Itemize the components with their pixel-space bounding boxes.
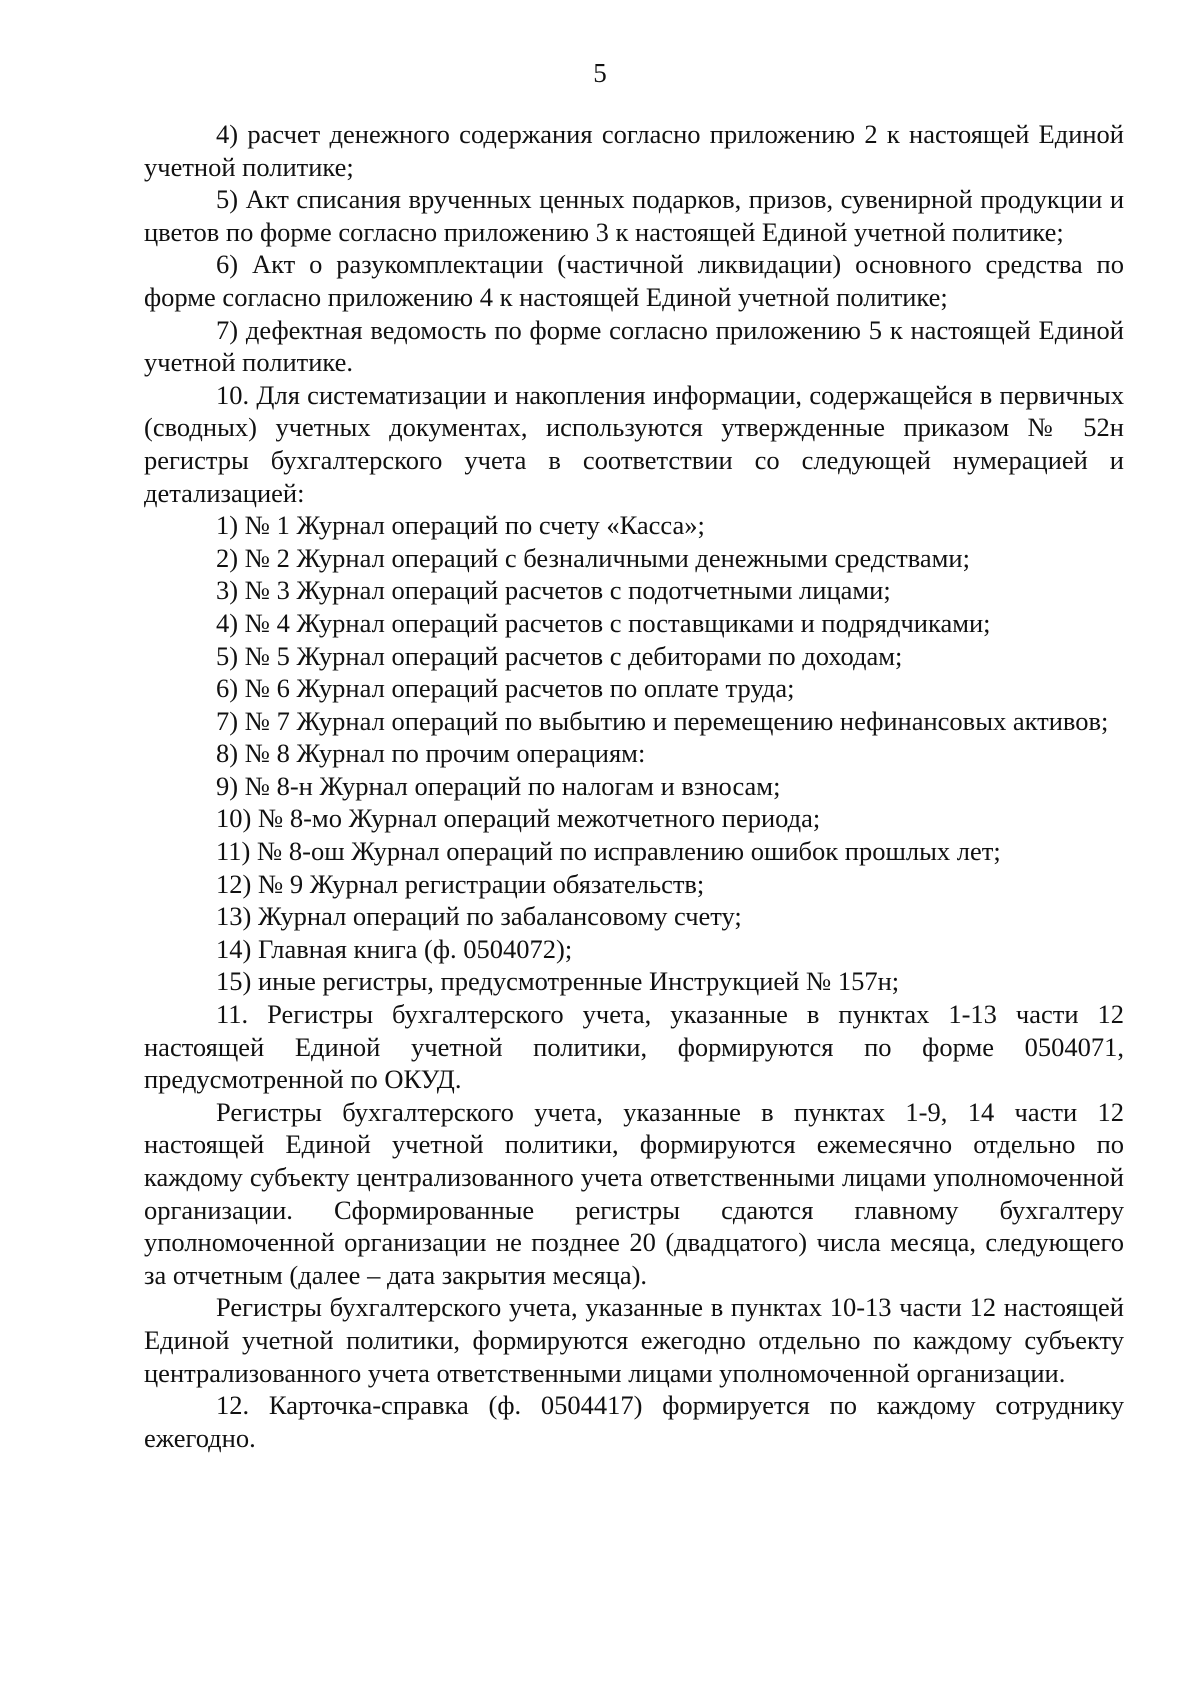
list-item: 2) № 2 Журнал операций с безналичными денежными средствами; (216, 542, 970, 573)
paragraph: 11. Регистры бухгалтерского учета, указанные в пунктах 1-13 части 12 настоящей Единой учетной политики, формируются по форме 0504071, предусмотренной по ОКУД. (144, 999, 1124, 1095)
paragraph: 5) Акт списания врученных ценных подарков, призов, сувенирной продукции и цветов по форме согласно приложению 3 к настоящей Единой учетной политике; (144, 184, 1124, 247)
list-item: 4) № 4 Журнал операций расчетов с поставщиками и подрядчиками; (216, 607, 991, 638)
list-item: 11) № 8-ош Журнал операций по исправлению ошибок прошлых лет; (216, 836, 1001, 867)
list-item: 12) № 9 Журнал регистрации обязательств; (216, 868, 705, 899)
list-item: 10) № 8-мо Журнал операций межотчетного периода; (216, 803, 821, 834)
paragraph: Регистры бухгалтерского учета, указанные в пунктах 1-9, 14 части 12 настоящей Единой учетной политики, формируются ежемесячно отдельно по каждому субъекту централизованного учета ответственными лицами уполномоченной организации. Сформированные регистры сдаются главному бухгалтеру уполномоченной организации не позднее 20 (двадцатого) числа месяца, следующего за отчетным (далее – дата закрытия месяца). (144, 1096, 1124, 1290)
list-item: 8) № 8 Журнал по прочим операциям: (216, 738, 646, 769)
paragraph: 7) дефектная ведомость по форме согласно приложению 5 к настоящей Единой учетной политике. (144, 314, 1124, 378)
page-number: 5 (593, 58, 607, 88)
paragraph: 6) Акт о разукомплектации (частичной ликвидации) основного средства по форме согласно приложению 4 к настоящей Единой учетной политике; (144, 249, 1124, 312)
list-item: 5) № 5 Журнал операций расчетов с дебиторами по доходам; (216, 640, 903, 671)
list-item: 14) Главная книга (ф. 0504072); (216, 933, 573, 964)
list-item: 13) Журнал операций по забалансовому счету; (216, 901, 742, 932)
paragraph: Регистры бухгалтерского учета, указанные в пунктах 10-13 части 12 настоящей Единой учетной политики, формируются ежегодно отдельно по каждому субъекту централизованного учета ответственными лицами уполномоченной организации. (144, 1292, 1124, 1388)
paragraph: 10. Для систематизации и накопления информации, содержащейся в первичных (сводных) учетных документах, используются утвержденные приказом № 52н регистры бухгалтерского учета в соответствии со следующей нумерацией и детализацией: (144, 379, 1124, 508)
paragraph: 12. Карточка-справка (ф. 0504417) формируется по каждому сотруднику ежегодно. (144, 1390, 1124, 1453)
document-body (144, 118, 1124, 1454)
list-item: 9) № 8-н Журнал операций по налогам и взносам; (216, 770, 781, 801)
list-item: 1) № 1 Журнал операций по счету «Касса»; (216, 510, 705, 541)
paragraph: 4) расчет денежного содержания согласно приложению 2 к настоящей Единой учетной политике; (144, 119, 1124, 182)
list-item: 3) № 3 Журнал операций расчетов с подотчетными лицами; (216, 575, 891, 606)
list-item: 7) № 7 Журнал операций по выбытию и перемещению нефинансовых активов; (216, 705, 1109, 736)
list-item: 15) иные регистры, предусмотренные Инструкцией № 157н; (216, 966, 900, 997)
list-item: 6) № 6 Журнал операций расчетов по оплате труда; (216, 673, 795, 704)
